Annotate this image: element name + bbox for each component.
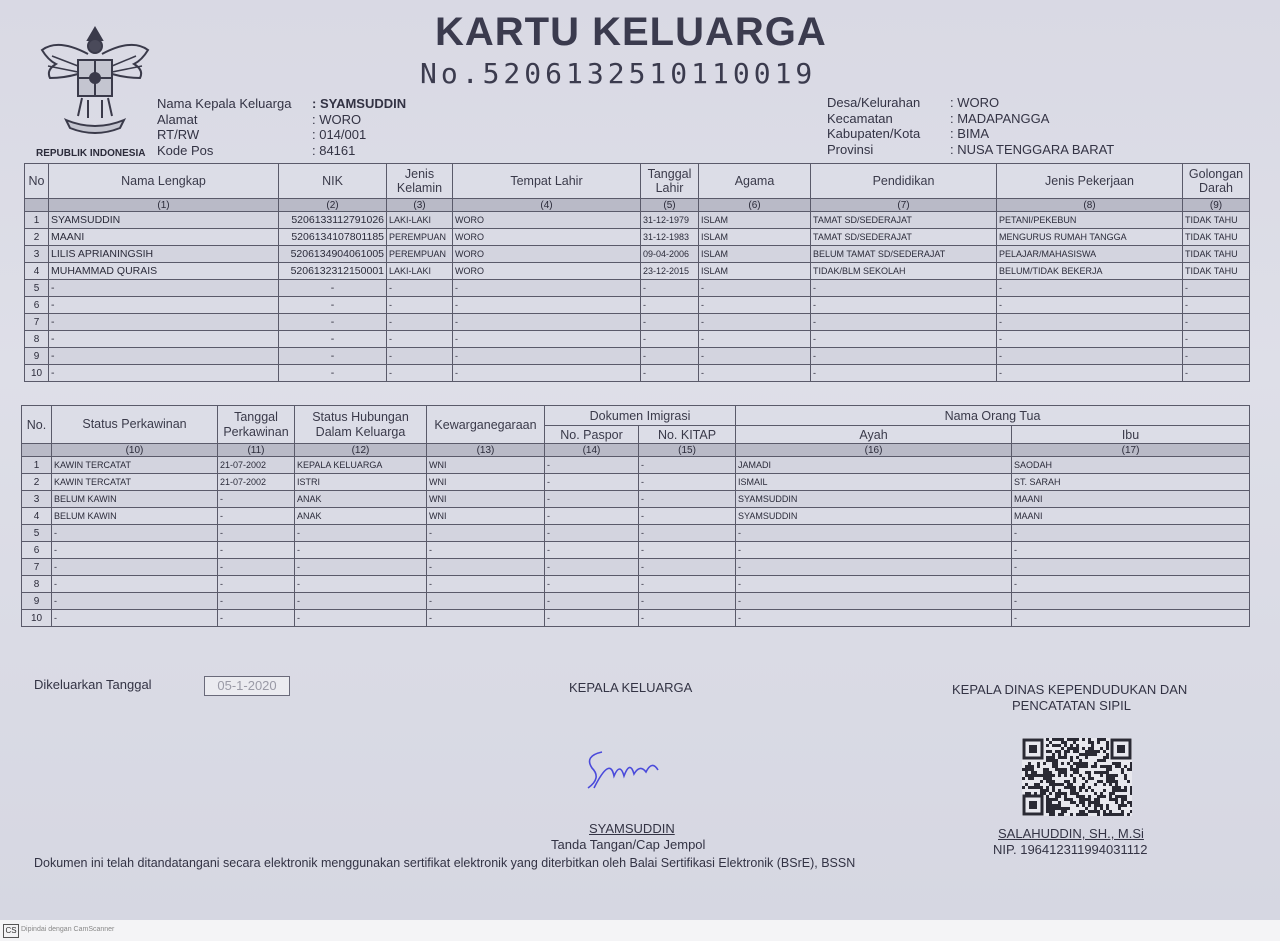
info-label: Provinsi bbox=[827, 141, 874, 157]
table-cell: - bbox=[997, 297, 1183, 314]
table-cell: - bbox=[295, 576, 427, 593]
table-cell: - bbox=[545, 474, 639, 491]
table-row bbox=[25, 263, 1250, 280]
table-cell: - bbox=[387, 365, 453, 382]
table-row bbox=[22, 457, 1250, 474]
table-cell: 3 bbox=[22, 491, 52, 508]
table-cell: - bbox=[1183, 348, 1250, 365]
table-cell: - bbox=[545, 593, 639, 610]
table-cell: - bbox=[736, 542, 1012, 559]
info-label: Kode Pos bbox=[157, 142, 214, 158]
col-header: No. KITAP bbox=[639, 426, 736, 444]
table-cell: SYAMSUDDIN bbox=[49, 212, 279, 229]
info-label: Kecamatan bbox=[827, 110, 893, 126]
table-cell: - bbox=[811, 297, 997, 314]
table-cell: - bbox=[49, 314, 279, 331]
table-cell: WNI bbox=[427, 457, 545, 474]
table-cell: ST. SARAH bbox=[1012, 474, 1250, 491]
issued-date: 05-1-2020 bbox=[204, 676, 290, 696]
table-cell: 9 bbox=[22, 593, 52, 610]
col-header: Tanggal Perkawinan bbox=[218, 406, 295, 444]
table-cell: 31-12-1979 bbox=[641, 212, 699, 229]
table-cell: - bbox=[1183, 331, 1250, 348]
info-value: : 84161 bbox=[312, 142, 356, 158]
table-row bbox=[22, 610, 1250, 627]
table-cell: - bbox=[699, 280, 811, 297]
table-cell: - bbox=[811, 331, 997, 348]
table-cell: PELAJAR/MAHASISWA bbox=[997, 246, 1183, 263]
signature-image bbox=[580, 742, 670, 796]
table-row bbox=[25, 229, 1250, 246]
table-cell: - bbox=[811, 280, 997, 297]
table-cell: PEREMPUAN bbox=[387, 229, 453, 246]
table-cell: - bbox=[545, 542, 639, 559]
table-cell: 09-04-2006 bbox=[641, 246, 699, 263]
table-cell: - bbox=[1183, 280, 1250, 297]
table-cell: TIDAK TAHU bbox=[1183, 212, 1250, 229]
table-cell: 10 bbox=[22, 610, 52, 627]
table-cell: - bbox=[997, 348, 1183, 365]
table-cell: - bbox=[49, 280, 279, 297]
table-row bbox=[22, 593, 1250, 610]
table-cell: - bbox=[49, 297, 279, 314]
table-cell: - bbox=[427, 559, 545, 576]
table-row bbox=[22, 559, 1250, 576]
document-title: KARTU KELUARGA bbox=[435, 10, 827, 54]
table-cell: - bbox=[218, 593, 295, 610]
table-row bbox=[25, 348, 1250, 365]
column-number: (10) bbox=[52, 444, 218, 457]
table-cell: - bbox=[545, 457, 639, 474]
col-header: Tanggal Lahir bbox=[641, 164, 699, 199]
table-cell: - bbox=[811, 314, 997, 331]
table-cell: - bbox=[699, 314, 811, 331]
table-cell: - bbox=[295, 542, 427, 559]
col-header: Nama Orang Tua bbox=[736, 406, 1250, 426]
table-row bbox=[25, 246, 1250, 263]
table-cell: SYAMSUDDIN bbox=[736, 508, 1012, 525]
table-row bbox=[22, 508, 1250, 525]
table-cell: TIDAK TAHU bbox=[1183, 229, 1250, 246]
table-cell: - bbox=[387, 297, 453, 314]
table-cell: - bbox=[736, 593, 1012, 610]
family-status-table bbox=[21, 405, 1250, 627]
table-cell: 5206133112791026 bbox=[279, 212, 387, 229]
col-header: Ibu bbox=[1012, 426, 1250, 444]
table-cell: - bbox=[387, 314, 453, 331]
table-cell: BELUM KAWIN bbox=[52, 491, 218, 508]
table-cell: 21-07-2002 bbox=[218, 457, 295, 474]
table-cell: 4 bbox=[22, 508, 52, 525]
table-cell: SYAMSUDDIN bbox=[736, 491, 1012, 508]
document-number: No.5206132510110019 bbox=[420, 57, 817, 90]
table-cell: - bbox=[1183, 365, 1250, 382]
info-label: RT/RW bbox=[157, 127, 200, 142]
table-cell: - bbox=[49, 331, 279, 348]
table-cell: - bbox=[997, 314, 1183, 331]
table-row bbox=[22, 491, 1250, 508]
table-cell: BELUM TAMAT SD/SEDERAJAT bbox=[811, 246, 997, 263]
column-number: (4) bbox=[453, 199, 641, 212]
table-cell: - bbox=[279, 314, 387, 331]
scanner-strip bbox=[0, 920, 1280, 941]
table-cell: ISTRI bbox=[295, 474, 427, 491]
table-cell: - bbox=[639, 457, 736, 474]
table-cell: - bbox=[641, 280, 699, 297]
info-value: : WORO bbox=[312, 111, 362, 127]
table-row bbox=[25, 331, 1250, 348]
right-info-labels bbox=[827, 95, 947, 157]
table-cell: - bbox=[427, 593, 545, 610]
table-cell: TIDAK TAHU bbox=[1183, 246, 1250, 263]
table-cell: - bbox=[699, 331, 811, 348]
table-cell: - bbox=[453, 365, 641, 382]
table-cell: - bbox=[545, 576, 639, 593]
col-header: Ayah bbox=[736, 426, 1012, 444]
table-cell: WORO bbox=[453, 263, 641, 280]
table-cell: - bbox=[295, 593, 427, 610]
table-cell: - bbox=[453, 348, 641, 365]
table-row bbox=[25, 297, 1250, 314]
table-row bbox=[25, 314, 1250, 331]
table-cell: - bbox=[545, 559, 639, 576]
info-label: Nama Kepala Keluarga bbox=[157, 96, 292, 111]
table-cell: - bbox=[639, 559, 736, 576]
column-number: (16) bbox=[736, 444, 1012, 457]
table-cell: - bbox=[736, 610, 1012, 627]
info-value: : 014/001 bbox=[312, 127, 367, 142]
table-cell: - bbox=[639, 491, 736, 508]
table-row bbox=[22, 525, 1250, 542]
col-header: Agama bbox=[699, 164, 811, 199]
issued-label: Dikeluarkan Tanggal bbox=[34, 677, 152, 692]
table-cell: - bbox=[699, 297, 811, 314]
table-cell: LAKI-LAKI bbox=[387, 263, 453, 280]
family-members-table bbox=[24, 163, 1250, 382]
table-cell: - bbox=[52, 593, 218, 610]
table-cell: PEREMPUAN bbox=[387, 246, 453, 263]
table-cell: - bbox=[545, 508, 639, 525]
table-cell: KAWIN TERCATAT bbox=[52, 474, 218, 491]
col-header: No bbox=[25, 164, 49, 199]
table-cell: - bbox=[1012, 576, 1250, 593]
info-value: : SYAMSUDDIN bbox=[312, 96, 407, 111]
table-cell: ANAK bbox=[295, 491, 427, 508]
table-cell: - bbox=[218, 508, 295, 525]
table-cell: - bbox=[218, 491, 295, 508]
table-cell: - bbox=[453, 331, 641, 348]
table-cell: - bbox=[997, 331, 1183, 348]
table-cell: - bbox=[52, 525, 218, 542]
col-header: Tempat Lahir bbox=[453, 164, 641, 199]
table-cell: 31-12-1983 bbox=[641, 229, 699, 246]
column-number: (7) bbox=[811, 199, 997, 212]
emblem-label: REPUBLIK INDONESIA bbox=[36, 148, 146, 159]
table-cell: - bbox=[49, 365, 279, 382]
column-number: (3) bbox=[387, 199, 453, 212]
table-cell: - bbox=[1183, 314, 1250, 331]
info-label: Kabupaten/Kota bbox=[827, 126, 921, 141]
table-cell: 9 bbox=[25, 348, 49, 365]
column-number: (12) bbox=[295, 444, 427, 457]
table-cell: WNI bbox=[427, 491, 545, 508]
table-cell: MUHAMMAD QURAIS bbox=[49, 263, 279, 280]
col-header: Dokumen Imigrasi bbox=[545, 406, 736, 426]
table-cell: 1 bbox=[22, 457, 52, 474]
table-cell: - bbox=[1012, 593, 1250, 610]
table-cell: - bbox=[641, 365, 699, 382]
col-header: Pendidikan bbox=[811, 164, 997, 199]
table-cell: - bbox=[218, 559, 295, 576]
column-number: (6) bbox=[699, 199, 811, 212]
table-cell: - bbox=[699, 348, 811, 365]
table-cell: BELUM KAWIN bbox=[52, 508, 218, 525]
table-cell: 21-07-2002 bbox=[218, 474, 295, 491]
table-cell: 2 bbox=[22, 474, 52, 491]
table-cell: - bbox=[641, 314, 699, 331]
table-row bbox=[25, 365, 1250, 382]
table-cell: - bbox=[427, 525, 545, 542]
table-cell: - bbox=[641, 331, 699, 348]
table-cell: - bbox=[1012, 542, 1250, 559]
table-cell: - bbox=[1012, 525, 1250, 542]
table-cell: 6 bbox=[25, 297, 49, 314]
table-cell: - bbox=[279, 365, 387, 382]
table-cell: - bbox=[52, 576, 218, 593]
table-cell: - bbox=[639, 593, 736, 610]
table-cell: - bbox=[699, 365, 811, 382]
table-cell: JAMADI bbox=[736, 457, 1012, 474]
qr-code-icon bbox=[1022, 738, 1132, 816]
table-cell: 1 bbox=[25, 212, 49, 229]
table-cell: TAMAT SD/SEDERAJAT bbox=[811, 212, 997, 229]
table-cell: PETANI/PEKEBUN bbox=[997, 212, 1183, 229]
info-label: Alamat bbox=[157, 111, 198, 127]
column-number: (9) bbox=[1183, 199, 1250, 212]
table-cell: - bbox=[295, 525, 427, 542]
col-header: Jenis Kelamin bbox=[387, 164, 453, 199]
table-row bbox=[22, 474, 1250, 491]
table-cell: - bbox=[639, 542, 736, 559]
col-header: Status Perkawinan bbox=[52, 406, 218, 444]
table-cell: - bbox=[811, 365, 997, 382]
table-cell: - bbox=[453, 297, 641, 314]
table-cell: - bbox=[736, 525, 1012, 542]
table-cell: WNI bbox=[427, 508, 545, 525]
dinas-label-2: PENCATATAN SIPIL bbox=[1012, 698, 1131, 713]
info-value: : NUSA TENGGARA BARAT bbox=[950, 141, 1115, 157]
garuda-emblem-icon bbox=[38, 20, 152, 140]
table-cell: - bbox=[639, 525, 736, 542]
table-cell: - bbox=[279, 280, 387, 297]
table-cell: - bbox=[427, 610, 545, 627]
table-cell: TIDAK/BLM SEKOLAH bbox=[811, 263, 997, 280]
column-number: (8) bbox=[997, 199, 1183, 212]
column-number bbox=[22, 444, 52, 457]
table-cell: 3 bbox=[25, 246, 49, 263]
table-cell: LILIS APRIANINGSIH bbox=[49, 246, 279, 263]
table-cell: - bbox=[639, 474, 736, 491]
info-label: Desa/Kelurahan bbox=[827, 95, 921, 110]
table-cell: - bbox=[811, 348, 997, 365]
col-header: Nama Lengkap bbox=[49, 164, 279, 199]
table-cell: - bbox=[545, 610, 639, 627]
table-cell: - bbox=[1183, 297, 1250, 314]
table-row bbox=[22, 576, 1250, 593]
table-cell: - bbox=[218, 525, 295, 542]
table-cell: - bbox=[545, 491, 639, 508]
table-cell: 8 bbox=[22, 576, 52, 593]
col-header: No. Paspor bbox=[545, 426, 639, 444]
col-header: Golongan Darah bbox=[1183, 164, 1250, 199]
table-cell: - bbox=[453, 314, 641, 331]
table-cell: MAANI bbox=[1012, 491, 1250, 508]
camscanner-text: Dipindai dengan CamScanner bbox=[21, 926, 115, 933]
kepala-keluarga-label: KEPALA KELUARGA bbox=[569, 680, 693, 695]
camscanner-logo: CS bbox=[3, 924, 19, 938]
col-header: Status Hubungan Dalam Keluarga bbox=[295, 406, 427, 444]
table-cell: - bbox=[545, 525, 639, 542]
table-cell: - bbox=[387, 348, 453, 365]
table-cell: ISLAM bbox=[699, 229, 811, 246]
table-cell: - bbox=[387, 280, 453, 297]
table-cell: - bbox=[1012, 610, 1250, 627]
table-cell: WORO bbox=[453, 246, 641, 263]
table-cell: - bbox=[641, 348, 699, 365]
table-cell: - bbox=[639, 508, 736, 525]
table-cell: MENGURUS RUMAH TANGGA bbox=[997, 229, 1183, 246]
table-cell: - bbox=[279, 348, 387, 365]
table-cell: WORO bbox=[453, 229, 641, 246]
table-cell: - bbox=[218, 542, 295, 559]
table-cell: ISLAM bbox=[699, 246, 811, 263]
table-cell: MAANI bbox=[1012, 508, 1250, 525]
table-cell: 5 bbox=[25, 280, 49, 297]
table-cell: - bbox=[218, 576, 295, 593]
table-cell: ISLAM bbox=[699, 212, 811, 229]
table-cell: 10 bbox=[25, 365, 49, 382]
table-cell: - bbox=[453, 280, 641, 297]
table-cell: - bbox=[736, 559, 1012, 576]
table-cell: - bbox=[639, 576, 736, 593]
table-cell: ISLAM bbox=[699, 263, 811, 280]
table-cell: 4 bbox=[25, 263, 49, 280]
table-row bbox=[25, 212, 1250, 229]
column-number: (17) bbox=[1012, 444, 1250, 457]
column-number: (11) bbox=[218, 444, 295, 457]
column-number: (5) bbox=[641, 199, 699, 212]
left-info-labels bbox=[157, 96, 307, 158]
table-cell: - bbox=[639, 610, 736, 627]
table-cell: - bbox=[218, 610, 295, 627]
col-header: NIK bbox=[279, 164, 387, 199]
table-row bbox=[22, 542, 1250, 559]
table-cell: - bbox=[52, 542, 218, 559]
signature-caption: Tanda Tangan/Cap Jempol bbox=[551, 837, 706, 852]
table-cell: WORO bbox=[453, 212, 641, 229]
table-cell: 5206132312150001 bbox=[279, 263, 387, 280]
table-cell: ANAK bbox=[295, 508, 427, 525]
table-cell: - bbox=[736, 576, 1012, 593]
table-cell: KAWIN TERCATAT bbox=[52, 457, 218, 474]
table-cell: BELUM/TIDAK BEKERJA bbox=[997, 263, 1183, 280]
table-cell: - bbox=[427, 542, 545, 559]
official-name: SALAHUDDIN, SH., M.Si bbox=[998, 826, 1144, 841]
table-cell: 6 bbox=[22, 542, 52, 559]
col-header: No. bbox=[22, 406, 52, 444]
table-cell: LAKI-LAKI bbox=[387, 212, 453, 229]
table-cell: - bbox=[52, 610, 218, 627]
column-number: (13) bbox=[427, 444, 545, 457]
table-cell: 5206134107801185 bbox=[279, 229, 387, 246]
col-header: Jenis Pekerjaan bbox=[997, 164, 1183, 199]
table-cell: - bbox=[997, 280, 1183, 297]
column-number bbox=[25, 199, 49, 212]
table-cell: 2 bbox=[25, 229, 49, 246]
column-number: (14) bbox=[545, 444, 639, 457]
table-cell: 8 bbox=[25, 331, 49, 348]
info-value: : MADAPANGGA bbox=[950, 110, 1050, 126]
table-cell: 5 bbox=[22, 525, 52, 542]
table-cell: - bbox=[295, 559, 427, 576]
table-cell: TIDAK TAHU bbox=[1183, 263, 1250, 280]
table-cell: 7 bbox=[22, 559, 52, 576]
table-cell: - bbox=[52, 559, 218, 576]
table-cell: ISMAIL bbox=[736, 474, 1012, 491]
right-info-values bbox=[950, 95, 1170, 157]
table-cell: WNI bbox=[427, 474, 545, 491]
kepala-keluarga-name: SYAMSUDDIN bbox=[589, 821, 675, 836]
table-cell: - bbox=[279, 297, 387, 314]
table-cell: 23-12-2015 bbox=[641, 263, 699, 280]
table-cell: TAMAT SD/SEDERAJAT bbox=[811, 229, 997, 246]
table-cell: - bbox=[997, 365, 1183, 382]
table-row bbox=[25, 280, 1250, 297]
official-nip: NIP. 196412311994031112 bbox=[993, 842, 1148, 857]
table-cell: - bbox=[279, 331, 387, 348]
left-info-values bbox=[312, 96, 512, 158]
table-cell: KEPALA KELUARGA bbox=[295, 457, 427, 474]
column-number: (2) bbox=[279, 199, 387, 212]
table-cell: - bbox=[387, 331, 453, 348]
dinas-label-1: KEPALA DINAS KEPENDUDUKAN DAN bbox=[952, 682, 1188, 697]
info-value: : BIMA bbox=[950, 126, 990, 141]
table-cell: - bbox=[1012, 559, 1250, 576]
info-value: : WORO bbox=[950, 95, 1000, 110]
table-cell: - bbox=[295, 610, 427, 627]
table-cell: SAODAH bbox=[1012, 457, 1250, 474]
e-sign-note: Dokumen ini telah ditandatangani secara elektronik menggunakan sertifikat elektronik yang diterbitkan oleh Balai Sertifikasi Elektronik (BSrE), BSSN bbox=[34, 856, 856, 870]
column-number: (15) bbox=[639, 444, 736, 457]
column-number: (1) bbox=[49, 199, 279, 212]
table-cell: 7 bbox=[25, 314, 49, 331]
col-header: Kewarganegaraan bbox=[427, 406, 545, 444]
table-cell: - bbox=[427, 576, 545, 593]
table-cell: - bbox=[49, 348, 279, 365]
table-cell: 5206134904061005 bbox=[279, 246, 387, 263]
table-cell: - bbox=[641, 297, 699, 314]
table-cell: MAANI bbox=[49, 229, 279, 246]
